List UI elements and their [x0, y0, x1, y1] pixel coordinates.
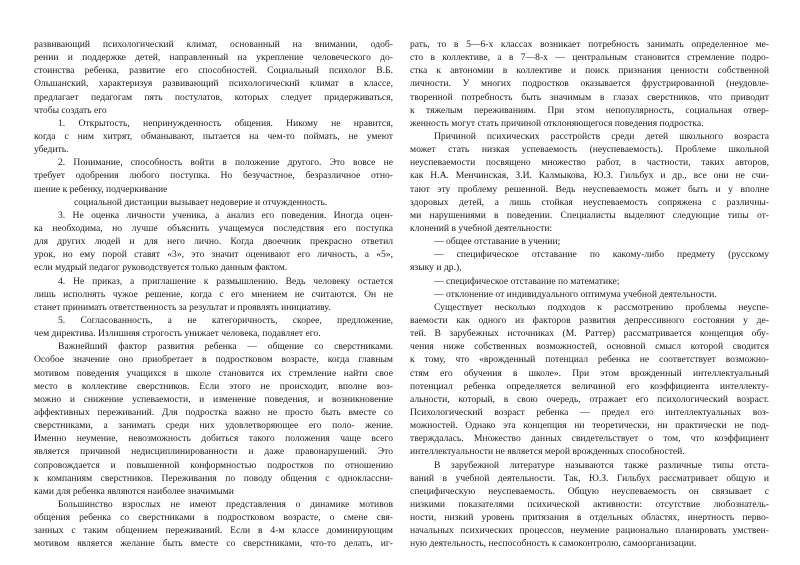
text-line: рении и поддержке детей, направленный на укрепление человеческого до-	[34, 52, 393, 64]
text-line: ваний в учебной деятельности. Так, Ю.З. Гильбух рассматривает общую и	[410, 472, 769, 484]
text-line: тают эту проблему решенной. Ведь неуспеваемость может быть и у вполне	[410, 183, 769, 195]
text-line: к компаниям сверстников. Переживания по поводу общения с одноклассни-	[34, 472, 393, 484]
text-line: 1. Открытость, непринужденность общения. Никому не нравится,	[58, 117, 393, 129]
text-line: чем директива. Излишняя строгость унижает человека, подавляет его.	[34, 328, 321, 340]
text-line: как Н.А. Менчинская, З.И. Калмыкова, Ю.З. Гильбух и др., все они не счи-	[410, 170, 769, 182]
text-line: личности. У многих подростков оказывается фрустрированной (неудовле-	[410, 78, 769, 90]
text-line: ности, низкий уровень притязания в отдельных областях, инертность перво-	[410, 512, 769, 524]
text-line: 4. Не приказ, а приглашение к размышлению. Ведь человеку остается	[58, 275, 393, 287]
text-line: чения ниже собственных возможностей, основной смысл которой сводится	[410, 341, 769, 353]
text-line: ную деятельность, неспособность к самоконтролю, самоорганизации.	[410, 538, 697, 550]
text-line: женность могут стать причиной отклоняющегося поведения подростка.	[410, 117, 704, 129]
text-line: ми нарушениями в поведении. Специалисты выделяют следующие типы от-	[410, 209, 769, 221]
text-line: общения ребенка со сверстниками в подростковом возрасте, о смене свя-	[34, 512, 393, 524]
text-line: мотивом является желание быть вместе со сверстниками, что-то делать, иг-	[34, 538, 393, 550]
text-line: — специфическое отставание по математике;	[434, 275, 620, 287]
text-line: шение к ребенку, подчеркивание	[34, 183, 168, 195]
text-line: сверстниками, а занимать среди них удовлетворяющее его поло- жение.	[34, 420, 393, 432]
text-line: аффективных переживаний. Для подростка важно не просто быть вместе со	[34, 406, 393, 418]
text-line: Важнейший фактор развития ребенка — общение со сверстниками.	[58, 341, 393, 353]
text-line: интеллектуальности не является мерой врожденных способностей.	[410, 446, 685, 458]
text-line: занных с таким общением переживаний. Если в 4-м классе доминирующим	[34, 525, 393, 537]
text-line: если мудрый педагог руководствуется только данным фактом.	[34, 262, 288, 274]
text-line: Существует несколько подходов к рассмотрению проблемы неуспе-	[434, 301, 769, 313]
text-line: потенциал ребенка определяется величиной его коэффициента интеллекту-	[410, 380, 769, 392]
text-line: начальных психических процессов, неумение рационально планировать умствен-	[410, 525, 769, 537]
text-line: может стать низкая успеваемость (неуспеваемость). Проблеме школьной	[410, 144, 769, 156]
text-line: стоинства ребенка, развитие его способностей. Социальный психолог В.Б.	[34, 65, 393, 77]
text-line: специфическую неуспеваемость. Общую неуспеваемость он связывает с	[410, 485, 769, 497]
text-line: сопровождается и повышенной конформностью подростков по отношению	[34, 459, 393, 471]
text-line: Особое значение оно приобретает в подростковом возрасте, когда главным	[34, 354, 393, 366]
text-line: развивающий психологический климат, основанный на внимании, одоб-	[34, 39, 393, 50]
text-line: ками для ребенка являются наиболее значимыми	[34, 485, 234, 497]
text-line: социальной дистанции вызывает недоверие и отчужденность.	[74, 196, 328, 208]
text-line: когда с ним хитрят, обманывают, пытается на чем-то поймать, не умеют	[34, 130, 393, 142]
text-line: 3. Не оценка личности ученика, а анализ его поведения. Иногда оцен-	[58, 209, 393, 221]
text-line: В зарубежной литературе называются также различные типы отста-	[434, 459, 769, 471]
text-line: стка к автономии в коллективе и поиск признания ценности собственной	[410, 65, 769, 77]
text-line: ваемости как одного из факторов развития депрессивного состояния у де-	[410, 314, 769, 326]
text-line: — отклонение от индивидуального оптимума учебной деятельности.	[434, 288, 717, 300]
text-line: — общее отставание в учении;	[434, 236, 561, 248]
text-line: языку и др.),	[410, 262, 462, 274]
text-line: Ольшанский, характеризуя развивающий психологический климат в классе,	[34, 78, 393, 90]
text-line: к тому, что «врожденный потенциал ребенка не соответствует возможно-	[410, 354, 769, 366]
text-line: мотивом поведения учащихся в школе становится их стремление найти свое	[34, 367, 393, 379]
text-line: творенной потребность быть значимым в глазах сверстников, что приводит	[410, 91, 769, 103]
text-line: требует одобрения любого поступка. Но безучастное, безразличное отно-	[34, 170, 393, 182]
text-line: клонений в учебной деятельности:	[410, 222, 553, 234]
text-line: является причиной недисциплинированности и даже правонарушений. Это	[34, 446, 393, 458]
text-line: низкими показателями психической активности: отсутствие любознатель-	[410, 498, 769, 510]
right-page	[410, 38, 769, 565]
text-line: тей. В зарубежных источниках (М. Раттер) рассматривается концепция обу-	[410, 328, 769, 340]
text-line: можно и снижение успеваемости, и изменение поведения, и возникновение	[34, 393, 393, 405]
text-line: неуспеваемости посвящено множество работ, в частности, таких авторов,	[410, 157, 769, 169]
text-line: станет принимать ответственность за результат и проявлять инициативу.	[34, 301, 331, 313]
text-line: лишь исполнять чужое решение, когда с его мнением не считаются. Он не	[34, 288, 393, 300]
text-line: альности, который, в свою очередь, отражает его психологический возраст.	[410, 393, 769, 405]
text-line: Психологический возраст ребенка — предел его интеллектуальных воз-	[410, 406, 769, 418]
text-line: рать, то в 5—6-х классах возникает потребность занимать определенное ме-	[410, 39, 769, 50]
text-line: тверждалась. Множество данных свидетельствует о том, что коэффициент	[410, 433, 769, 445]
text-line: сто в коллективе, а в 7—8-х — центральным становится стремление подро-	[410, 52, 769, 64]
text-line: предлагает педагогам пять постулатов, которых следует придерживаться,	[34, 91, 393, 103]
text-line: 2. Понимание, способность войти в положение другого. Это вовсе не	[58, 157, 393, 169]
text-line: стям его обучения в школе». При этом врожденный интеллектуальный	[410, 367, 769, 379]
text-line: Большинство взрослых не имеют представления о динамике мотивов	[58, 498, 393, 510]
text-line: ка необходима, но лучше объяснить учащемуся последствия его поступка	[34, 222, 393, 234]
text-line: 5. Согласованность, а не категоричность, скорее, предложение,	[58, 314, 393, 326]
text-line: здоровых детей, а лишь стойкая неуспеваемость сопряжена с различны-	[410, 196, 769, 208]
text-line: к тяжелым переживаниям. При этом непопулярность, социальная отвер-	[410, 104, 769, 116]
text-line: чтобы создать его	[34, 104, 107, 116]
text-line: — специфическое отставание по какому-либо предмету (русскому	[434, 249, 769, 261]
text-line: Именно неумение, невозможность добиться такого положения чаще всего	[34, 433, 393, 445]
text-line: Причиной психических расстройств среди детей школьного возраста	[434, 130, 769, 142]
text-line: урок, но ему порой ставят «3», это значит оценивают его личность, а «5»,	[34, 249, 393, 261]
text-line: убедить.	[34, 144, 69, 156]
text-line: для других людей и для него лично. Когда двоечник прекрасно ответил	[34, 236, 393, 248]
text-line: можностей. Однако эта концепция ни теоретически, ни практически не под-	[410, 420, 769, 432]
text-line: место в коллективе сверстников. Если этого не происходит, вполне воз-	[34, 380, 393, 392]
left-page	[34, 38, 393, 565]
